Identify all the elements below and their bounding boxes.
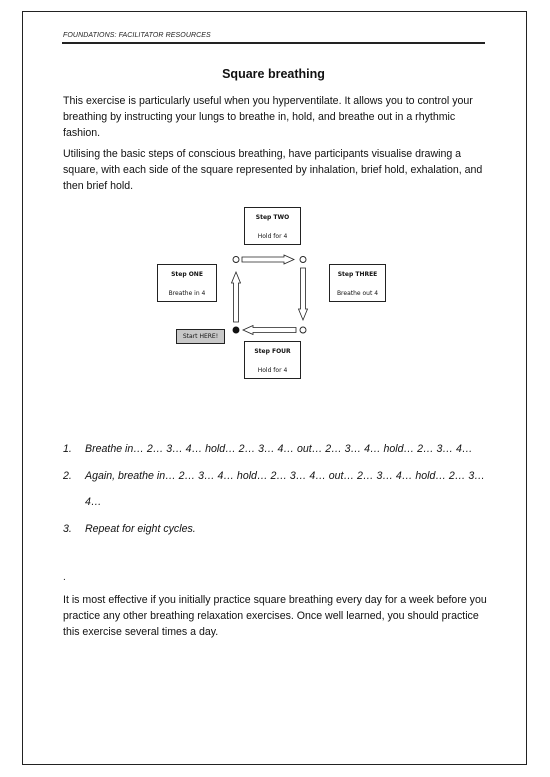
step-number: 1.: [63, 443, 72, 455]
start-here-label: Start HERE!: [176, 329, 225, 344]
step-one-text: Breathe in 4: [168, 290, 206, 297]
step-one-title: Step ONE: [171, 271, 203, 278]
step-text: Repeat for eight cycles.: [85, 522, 196, 535]
step-two-text: Hold for 4: [257, 233, 288, 240]
visualise-paragraph: Utilising the basic steps of conscious breathing, have participants visualise drawing a square, with each side of the square represented by inhalation, brief hold, exhalation, and then brief hold.: [63, 148, 483, 193]
step-one-box: [157, 264, 217, 302]
corner-top-right: [300, 257, 306, 263]
step-three-text: Breathe out 4: [336, 290, 379, 297]
steps-list: [63, 436, 493, 542]
step-number: 2.: [63, 469, 72, 482]
list-item: [63, 463, 493, 516]
arrow-top: [242, 255, 294, 264]
closing-paragraph: It is most effective if you initially practice square breathing every day for a week before you practice any other breathing relaxation exercises. Once well learned, you should practice this exercise several times a day.: [63, 594, 487, 639]
arrow-right: [299, 268, 308, 320]
page-title: Square breathing: [222, 67, 325, 81]
step-three-box: [329, 264, 386, 302]
arrow-bottom: [243, 326, 296, 335]
corner-start-point: [233, 327, 239, 333]
step-four-box: [244, 341, 301, 379]
step-two-title: Step TWO: [255, 214, 290, 221]
step-four-title: Step FOUR: [254, 348, 291, 355]
corner-bottom-right: [300, 327, 306, 333]
step-number: 3.: [63, 522, 72, 535]
intro-paragraph: This exercise is particularly useful when you hyperventilate. It allows you to control your breathing by instructing your lungs to breathe in, hold, and breathe out in a rhythmic fashion.: [63, 95, 473, 140]
step-four-text: Hold for 4: [257, 367, 288, 374]
step-two-box: [244, 207, 301, 245]
step-three-title: Step THREE: [337, 271, 378, 278]
stray-period: .: [63, 572, 66, 583]
list-item: [63, 436, 493, 463]
step-text: Breathe in… 2… 3… 4… hold… 2… 3… 4… out… 2… 3… 4… hold… 2… 3… 4…: [85, 443, 473, 455]
corner-top-left: [233, 257, 239, 263]
arrow-left: [232, 272, 241, 322]
running-header: FOUNDATIONS: FACILITATOR RESOURCES: [63, 32, 211, 39]
step-text: Again, breathe in… 2… 3… 4… hold… 2… 3… 4… out… 2… 3… 4… hold… 2… 3… 4…: [85, 469, 485, 508]
list-item: [63, 516, 493, 543]
